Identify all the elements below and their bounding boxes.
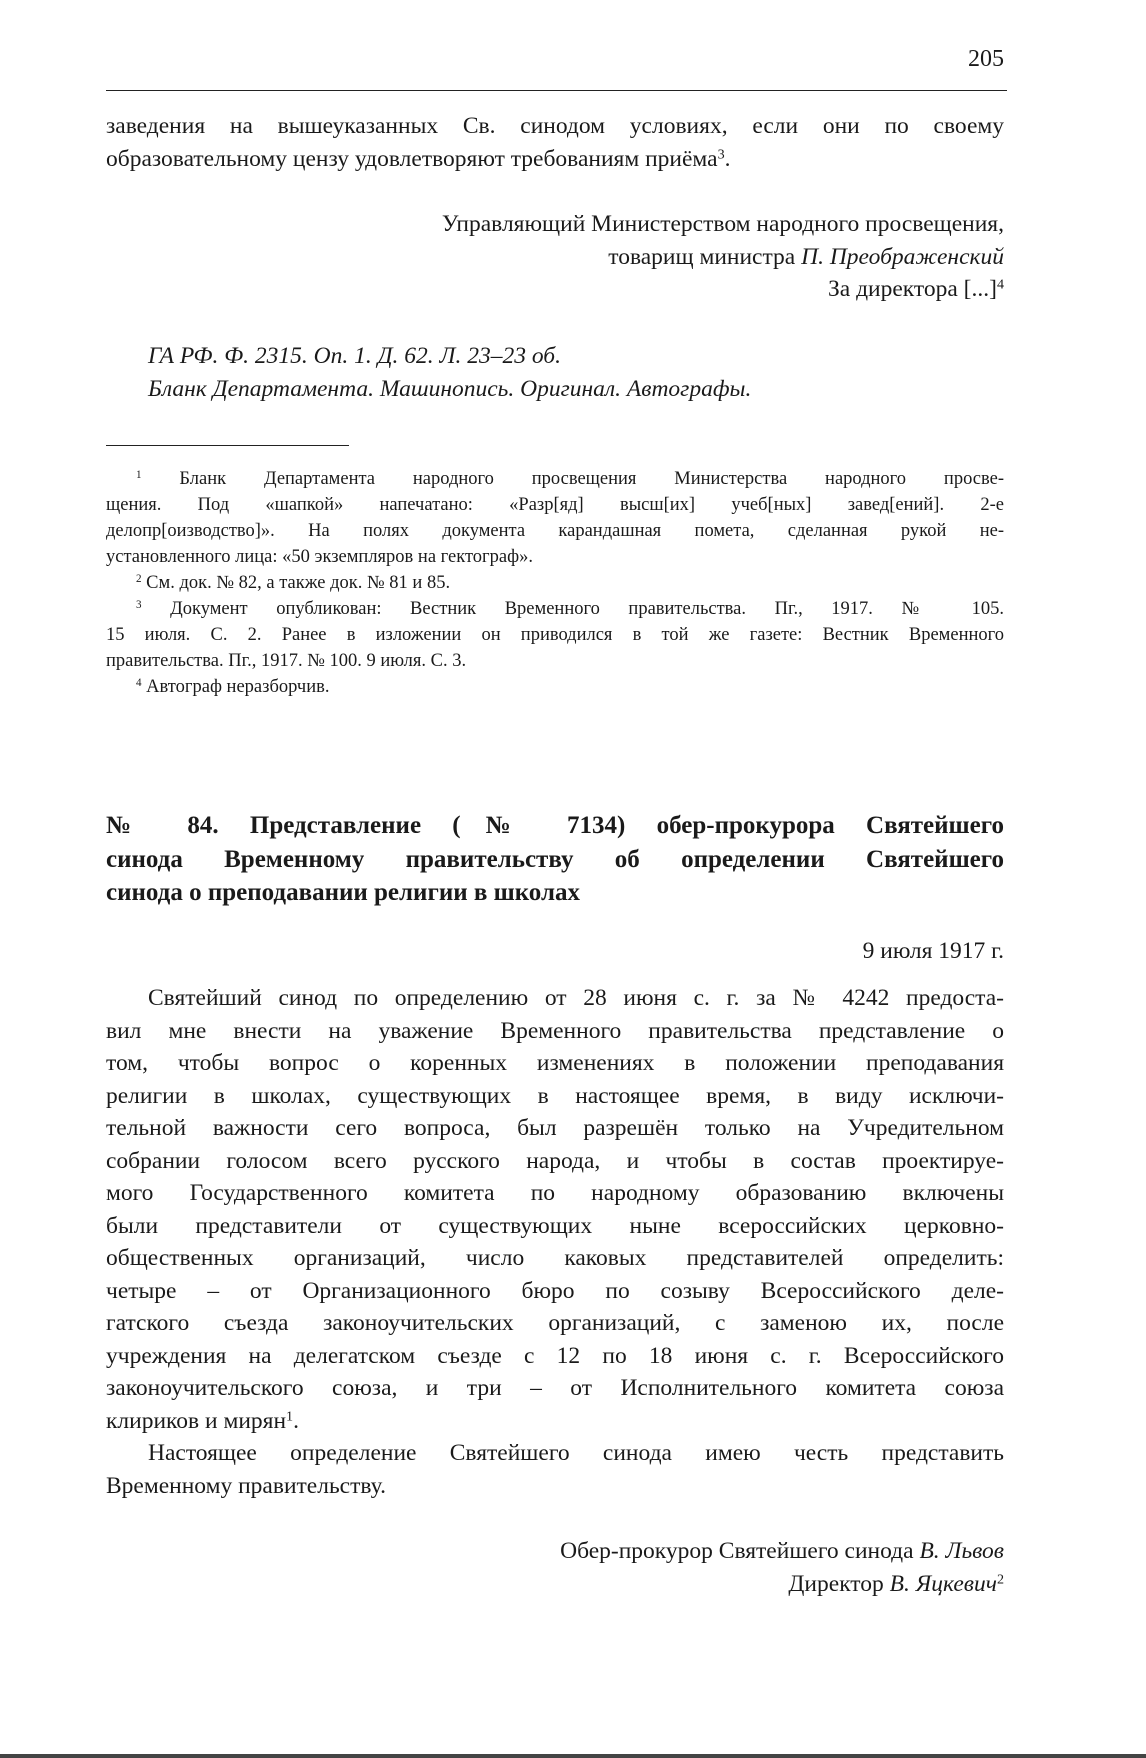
footnote-ref: 4	[996, 276, 1004, 293]
text-line: мого Государственного комитета по народному образованию включены	[106, 1180, 1004, 1206]
page-bottom-edge	[0, 1754, 1146, 1758]
signatory-name: В. Львов	[919, 1538, 1004, 1564]
footnote-ref: 3	[717, 145, 725, 162]
signature-line	[106, 241, 1004, 274]
signature-line: Управляющий Министерством народного просвещения,	[441, 211, 1004, 237]
archive-line: Бланк Департамента. Машинопись. Оригинал. Автографы.	[148, 375, 752, 402]
previous-signature	[106, 208, 1004, 306]
text-line: синода Временному правительству об определении Святейшего	[106, 845, 1004, 873]
text-line: гатского съезда законоучительских организаций, с заменою их, после	[106, 1310, 1004, 1336]
text-line: 15 июля. С. 2. Ранее в изложении он приводился в той же газете: Вестник Временного	[106, 625, 1004, 645]
page-number: 205	[968, 46, 1004, 72]
document-signature	[106, 1535, 1004, 1600]
signature-title: Директор	[788, 1570, 890, 1597]
footnotes	[106, 466, 1004, 700]
text-line: заведения на вышеуказанных Св. синодом условиях, если они по своему	[106, 113, 1004, 139]
archive-line: ГА РФ. Ф. 2315. Оп. 1. Д. 62. Л. 23–23 об.	[148, 343, 561, 369]
text-line: образовательному цензу удовлетворяют требованиям приёма$^3$.	[106, 145, 731, 172]
header-rule	[106, 90, 1007, 91]
text-line: Временному правительству.	[106, 1472, 386, 1499]
text-line: учреждения на делегатском съезде с 12 по 18 июня с. г. Всероссийского	[106, 1342, 1004, 1369]
signatory-name: П. Преображенский	[801, 243, 1004, 270]
signature-line	[106, 273, 1004, 306]
text-line: религии в школах, существующих в настоящее время, в виду исключи-	[106, 1082, 1004, 1109]
text-line: Святейший синод по определению от 28 июня с. г. за № 4242 предоста-	[148, 985, 1004, 1011]
text-line: Настоящее определение Святейшего синода имею честь представить	[148, 1440, 1004, 1466]
text-line: четыре – от Организационного бюро по созыву Всероссийского деле-	[106, 1277, 1004, 1304]
signature-title: За директора [...]	[828, 276, 997, 302]
text-line: были представители от существующих ныне всероссийских церковно-	[106, 1212, 1004, 1239]
signature-line	[106, 1568, 1004, 1601]
footnote-number: 1	[136, 468, 142, 481]
text-line: $^3$ Документ опубликован: Вестник Временного правительства. Пг., 1917. № 105.	[136, 598, 1004, 619]
text-line: клириков и мирян$^1$.	[106, 1407, 299, 1434]
text-line: собрании голосом всего русского народа, и чтобы в состав проектируе-	[106, 1147, 1004, 1174]
text-line: $^1$ Бланк Департамента народного просвещения Министерства народного просве-	[136, 468, 1004, 489]
signatory-name: В. Яцкевич	[889, 1570, 997, 1597]
text-line: общественных организаций, число каковых представителей определить:	[106, 1245, 1004, 1271]
text-line: $^2$ См. док. № 82, а также док. № 81 и 85.	[136, 572, 451, 593]
text-line: вил мне внести на уважение Временного правительства представление о	[106, 1017, 1004, 1044]
text-line: синода о преподавании религии в школах	[106, 879, 580, 906]
signature-title: Обер-прокурор Святейшего синода	[560, 1538, 920, 1564]
text-line: тельной важности сего вопроса, был разрешён только на Учредительном	[106, 1115, 1004, 1141]
document-heading	[106, 809, 1004, 910]
footnote-number: 4	[136, 676, 142, 689]
document-body	[106, 982, 1004, 1502]
text-line: щения. Под «шапкой» напечатано: «Разр[яд] высш[их] учеб[ных] завед[ений]. 2-е	[106, 495, 1004, 515]
footnote-rule	[106, 445, 349, 446]
footnote-number: 3	[136, 598, 142, 611]
signature-line	[106, 1535, 1004, 1568]
signature-title: товарищ министра	[608, 243, 802, 270]
text-line: том, чтобы вопрос о коренных изменениях в положении преподавания	[106, 1050, 1004, 1076]
footnote-ref: 1	[286, 1407, 294, 1424]
archive-reference	[106, 340, 1004, 405]
top-paragraph	[106, 110, 1004, 175]
text-line: установленного лица: «50 экземпляров на гектограф».	[106, 547, 533, 567]
text-line: законоучительского союза, и три – от Исполнительного комитета союза	[106, 1375, 1004, 1401]
document-date: 9 июля 1917 г.	[862, 938, 1004, 964]
footnote-ref: 2	[996, 1570, 1004, 1587]
text-line: правительства. Пг., 1917. № 100. 9 июля. С. 3.	[106, 651, 467, 671]
text-line: $^4$ Автограф неразборчив.	[136, 676, 330, 697]
footnote-number: 2	[136, 572, 142, 585]
text-line: № 84. Представление (№ 7134) обер-прокурора Святейшего	[106, 812, 1004, 839]
text-line: делопр[оизводство]». На полях документа карандашная помета, сделанная рукой не-	[106, 521, 1004, 541]
